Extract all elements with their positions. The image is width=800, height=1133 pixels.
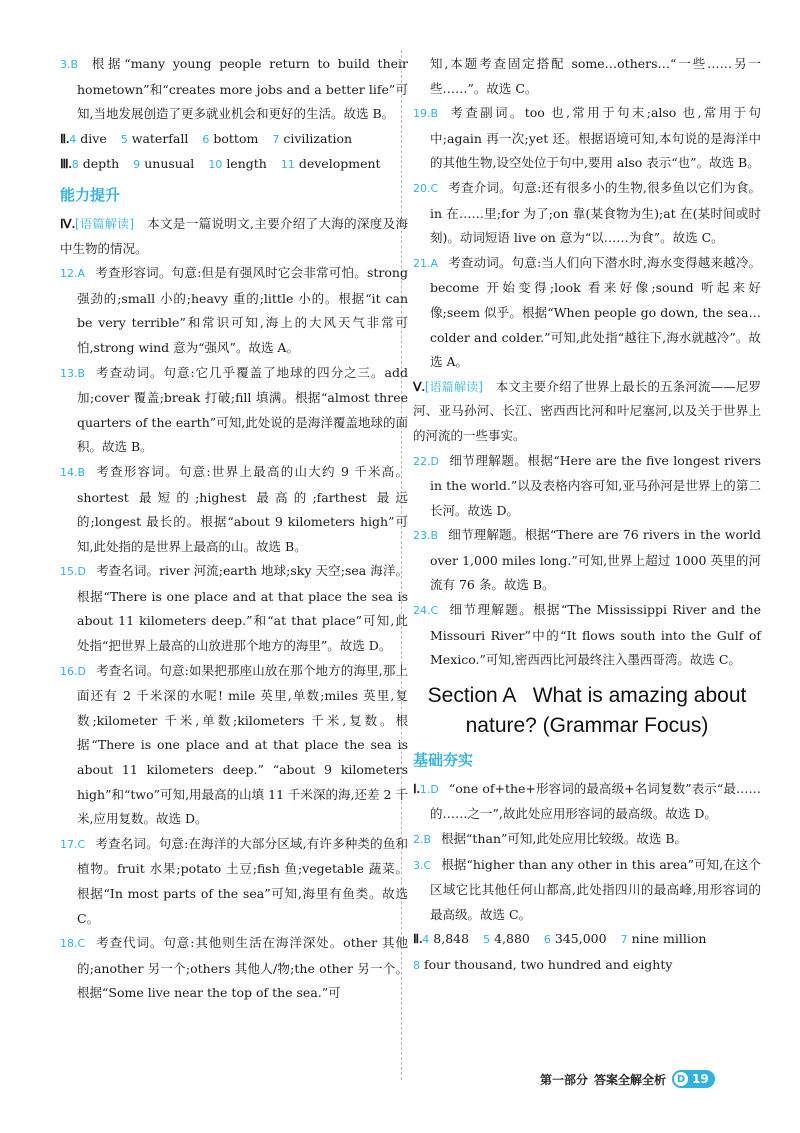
footer-part: 第一部分 [540,1072,589,1087]
answer-19: 19.B 考查副词。too 也,常用于句末;also 也,常用于句中;again 再一次;yet 还。根据语境可知,本句说的是海洋中的其他生物,设空处位于句中,要用 also 表示“也”。故选 B。 [413,105,761,171]
part-2-answers: Ⅱ.4 dive 5 waterfall 6 bottom 7 civilization [60,130,353,146]
section-title [413,681,761,741]
answer-8: 8 four thousand, two hundred and eighty [413,957,673,972]
answer-17: 17.C 考查名词。句意:在海洋的大部分区域,有许多种类的鱼和植物。fruit 水果;potato 土豆;fish 鱼;vegetable 蔬菜。根据“In most parts of the sea”可知,海里有鱼类。故选 C。 [60,835,408,926]
answer-13: 13.B 考查动词。句意:它几乎覆盖了地球的四分之三。add 加;cover 覆盖;break 打破;fill 填满。根据“almost three quarters of the earth”可知,此处说的是海洋覆盖地球的面积。故选 B。 [60,364,408,455]
left-column [60,52,408,1006]
answer-18: 18.C 考查代词。句意:其他则生活在海洋深处。other 其他的;another 另一个;others 其他人/物;the other 另一个。根据“Some live near the top of the sea.”可 [60,935,408,1001]
section-title-line-2: nature? (Grammar Focus) [465,713,709,737]
answer-22: 22.D 细节理解题。根据“Here are the five longest rivers in the world.”以及表格内容可知,亚马孙河是世界上的第二长河。故选 D。 [413,452,761,518]
part-4-summary: Ⅳ.[语篇解读] 本文是一篇说明文,主要介绍了大海的深度及海中生物的情况。 [60,215,408,256]
answer-2: 2.B 根据“than”可知,此处应用比较级。故选 B。 [413,831,688,847]
section-heading-basics: 基础夯实 [413,750,474,769]
answer-24: 24.C 细节理解题。根据“The Mississippi River and the Missouri River”中的“It flows south into the Gulf of Mexico.”可知,密西西比河最终注入墨西哥湾。故选 C。 [413,602,761,668]
page-number-badge [672,1070,715,1088]
page-footer [540,1068,760,1090]
section-heading-ability: 能力提升 [60,185,121,204]
badge-letter: D [674,1072,688,1086]
part-2-grammar-answers: Ⅱ.4 8,848 5 4,880 6 345,000 7 nine million [413,931,707,947]
answer-21: 21.A 考查动词。句意:当人们向下潜水时,海水变得越来越冷。become 开始变得;look 看来好像;sound 听起来好像;seem 似乎。根据“When people go down, the sea…colder and colder.”可知,此处指“越往下,海水就越冷”。故选 A。 [413,254,761,370]
part-3-answers: Ⅲ.8 depth 9 unusual 10 length 11 development [60,156,381,172]
part-5-summary: Ⅴ.[语篇解读] 本文主要介绍了世界上最长的五条河流——尼罗河、亚马孙河、长江、密西西比河和叶尼塞河,以及关于世界上的河流的一些事实。 [413,378,761,443]
answer-23: 23.B 细节理解题。根据“There are 76 rivers in the world over 1,000 miles long.”可知,世界上超过 1000 英里的河流有 76 条。故选 B。 [413,527,761,593]
answer-12: 12.A 考查形容词。句意:但是有强风时它会非常可怕。strong 强劲的;small 小的;heavy 重的;little 小的。根据“it can be very terrible”和常识可知,海上的大风天气非常可怕,strong wind 意为“强风”。故选 A。 [60,265,408,355]
answer-1: Ⅰ.1.D “one of+the+形容词的最高级+名词复数”表示“最……的……之一”,故此处应用形容词的最高级。故选 D。 [413,780,761,822]
section-title-line-1: Section A What is amazing about [427,683,747,707]
right-column [413,52,761,979]
answer-15: 15.D 考查名词。river 河流;earth 地球;sky 天空;sea 海洋。根据“There is one place and at that place the sea is about 11 kilometers deep.”和“at that place”可知,此处指“把世界上最高的山放进那个地方的海里”。故选 D。 [60,563,408,654]
answer-20: 20.C 考查介词。句意:还有很多小的生物,很多鱼以它们为食。in 在……里;for 为了;on 靠(某食物为生);at 在(某时间或时刻)。动词短语 live on 意为“以……为食”。故选 C。 [413,179,761,246]
answer-3-grammar: 3.C 根据“higher than any other in this area”可知,在这个区域它比其他任何山都高,此处指四川的最高峰,用形容词的最高级。故选 C。 [413,856,761,922]
page-number: 19 [692,1072,709,1086]
answer-18-continued: 知,本题考查固定搭配 some…others…“一些……另一些……”。故选 C。 [430,56,761,96]
answer-14: 14.B 考查形容词。句意:世界上最高的山大约 9 千米高。shortest 最短的;highest 最高的;farthest 最远的;longest 最长的。根据“about 9 kilometers high”可知,此处指的是世界上最高的山。故选 B。 [60,463,408,554]
answer-3: 3.B 根据“many young people return to build their hometown”和“creates more jobs and a better life”可知,当地发展创造了更多就业机会和更好的生活。故选 B。 [60,56,408,122]
answer-16: 16.D 考查名词。句意:如果把那座山放在那个地方的海里,那上面还有 2 千米深的水呢! mile 英里,单数;miles 英里,复数;kilometer 千米,单数;kilometers 千米,复数。根据“There is one place and at that place the sea is about 11 kilometers deep.” “about 9 kilometers high”和“two”可知,用最高的山填 11 千米深的海,还差 2 千米,应用复数。故选 D。 [60,662,408,827]
footer-title: 答案全解全析 [594,1072,667,1087]
